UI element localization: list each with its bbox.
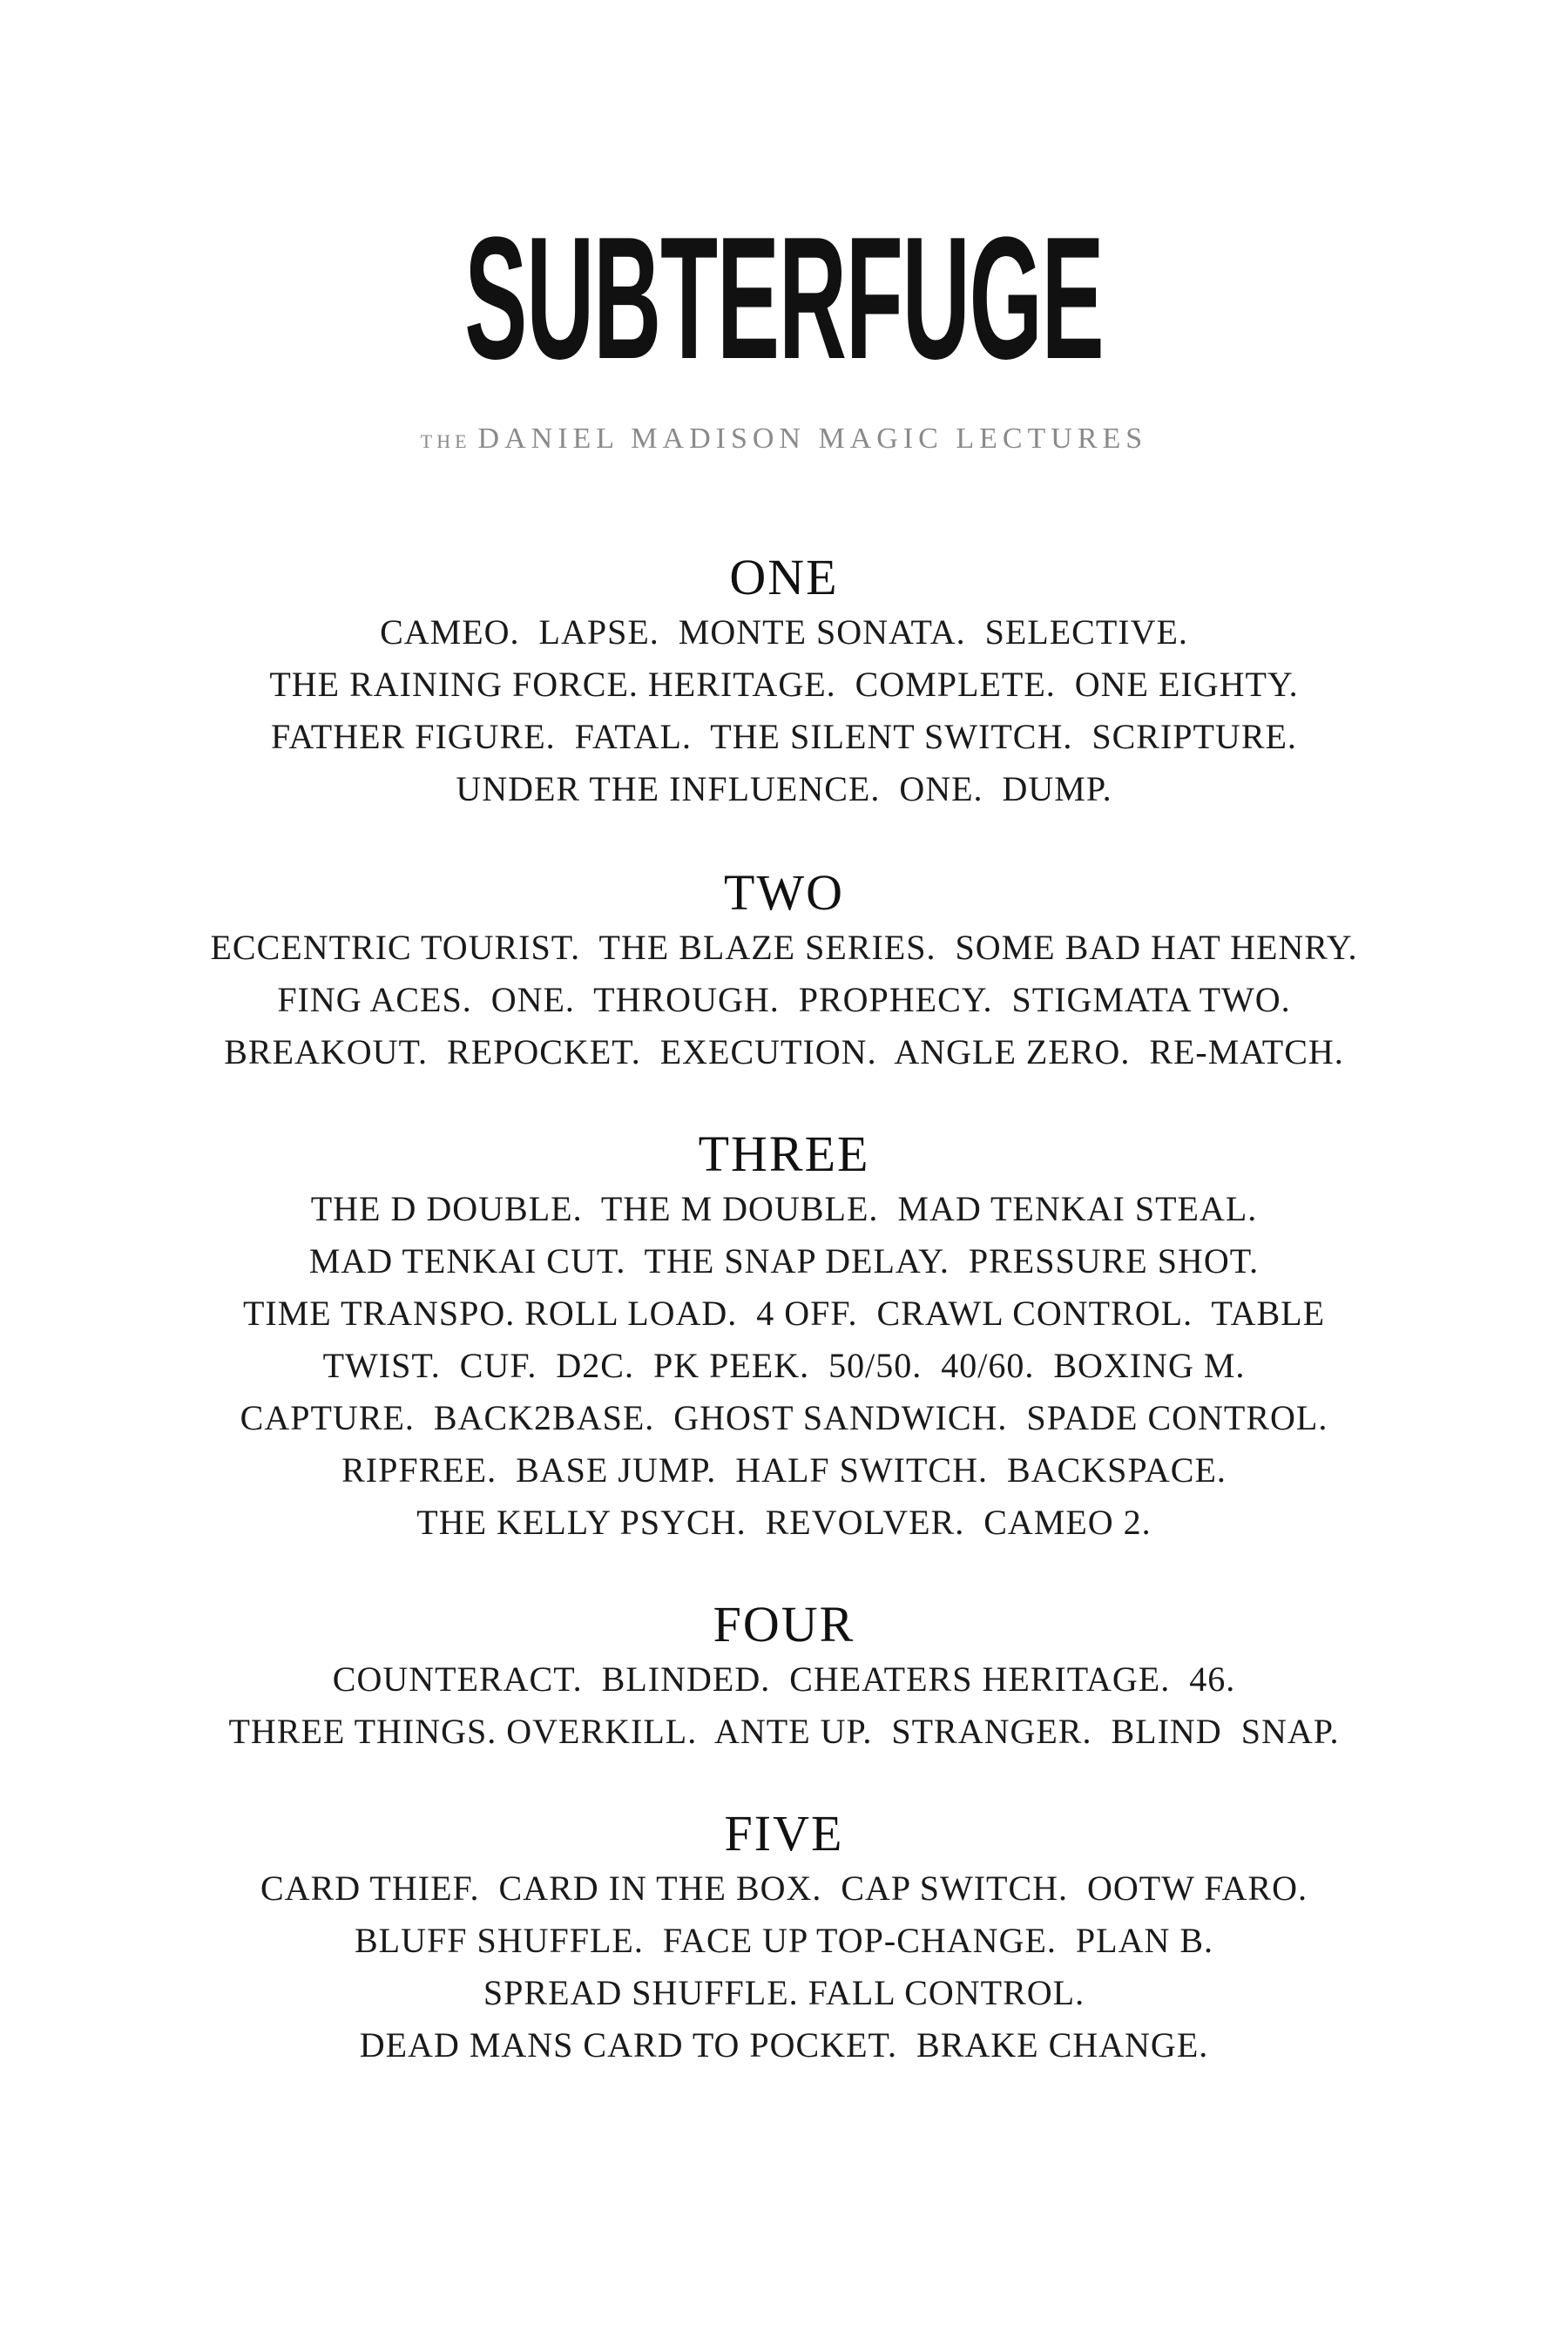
section-line: COUNTERACT. BLINDED. CHEATERS HERITAGE. 46. bbox=[332, 1659, 1236, 1699]
section-line: MAD TENKAI CUT. THE SNAP DELAY. PRESSURE SHOT. bbox=[308, 1241, 1260, 1281]
section-lines bbox=[0, 606, 1568, 815]
section-heading: FOUR bbox=[713, 1596, 855, 1652]
section-line: ECCENTRIC TOURIST. THE BLAZE SERIES. SOME BAD HAT HENRY. bbox=[210, 928, 1358, 967]
page-title bbox=[0, 199, 1568, 399]
section-line: DEAD MANS CARD TO POCKET. BRAKE CHANGE. bbox=[359, 2025, 1209, 2065]
section-line: THE RAINING FORCE. HERITAGE. COMPLETE. ONE EIGHTY. bbox=[269, 665, 1299, 704]
section-line: CAPTURE. BACK2BASE. GHOST SANDWICH. SPADE CONTROL. bbox=[240, 1398, 1328, 1437]
section-line: THE D DOUBLE. THE M DOUBLE. MAD TENKAI STEAL. bbox=[310, 1189, 1258, 1228]
subtitle-text: DANIEL MADISON MAGIC LECTURES bbox=[477, 422, 1148, 455]
section-one bbox=[0, 549, 1568, 815]
section-line: CAMEO. LAPSE. MONTE SONATA. SELECTIVE. bbox=[380, 612, 1188, 652]
section-heading: TWO bbox=[723, 864, 845, 921]
section-lines bbox=[0, 1653, 1568, 1758]
section-line: THREE THINGS. OVERKILL. ANTE UP. STRANGER. BLIND SNAP. bbox=[228, 1712, 1340, 1751]
section-heading: FIVE bbox=[724, 1805, 844, 1862]
section-line: BLUFF SHUFFLE. FACE UP TOP-CHANGE. PLAN B. bbox=[354, 1921, 1214, 1960]
section-heading: THREE bbox=[698, 1125, 870, 1182]
section-lines bbox=[0, 922, 1568, 1078]
section-line: FING ACES. ONE. THROUGH. PROPHECY. STIGMATA TWO. bbox=[277, 980, 1291, 1019]
section-line: TWIST. CUF. D2C. PK PEEK. 50/50. 40/60. BOXING M. bbox=[322, 1346, 1246, 1385]
section-four bbox=[0, 1596, 1568, 1758]
section-line: UNDER THE INFLUENCE. ONE. DUMP. bbox=[456, 769, 1112, 808]
page-title-text: SUBTERFUGE bbox=[464, 201, 1104, 395]
section-line: TIME TRANSPO. ROLL LOAD. 4 OFF. CRAWL CONTROL. TABLE bbox=[242, 1294, 1326, 1333]
section-lines bbox=[0, 1183, 1568, 1549]
section-line: FATHER FIGURE. FATAL. THE SILENT SWITCH. SCRIPTURE. bbox=[271, 717, 1297, 756]
subtitle-prefix: THE bbox=[420, 430, 471, 452]
section-three bbox=[0, 1125, 1568, 1549]
section-heading: ONE bbox=[729, 549, 839, 605]
section-line: THE KELLY PSYCH. REVOLVER. CAMEO 2. bbox=[416, 1503, 1152, 1542]
section-lines bbox=[0, 1862, 1568, 2072]
page-subtitle bbox=[0, 422, 1568, 459]
section-line: CARD THIEF. CARD IN THE BOX. CAP SWITCH. OOTW FARO. bbox=[260, 1869, 1308, 1908]
section-two bbox=[0, 864, 1568, 1078]
section-line: BREAKOUT. REPOCKET. EXECUTION. ANGLE ZERO. RE-MATCH. bbox=[224, 1032, 1344, 1071]
section-line: RIPFREE. BASE JUMP. HALF SWITCH. BACKSPACE. bbox=[341, 1450, 1227, 1490]
section-five bbox=[0, 1805, 1568, 2072]
section-line: SPREAD SHUFFLE. FALL CONTROL. bbox=[483, 1973, 1085, 2012]
